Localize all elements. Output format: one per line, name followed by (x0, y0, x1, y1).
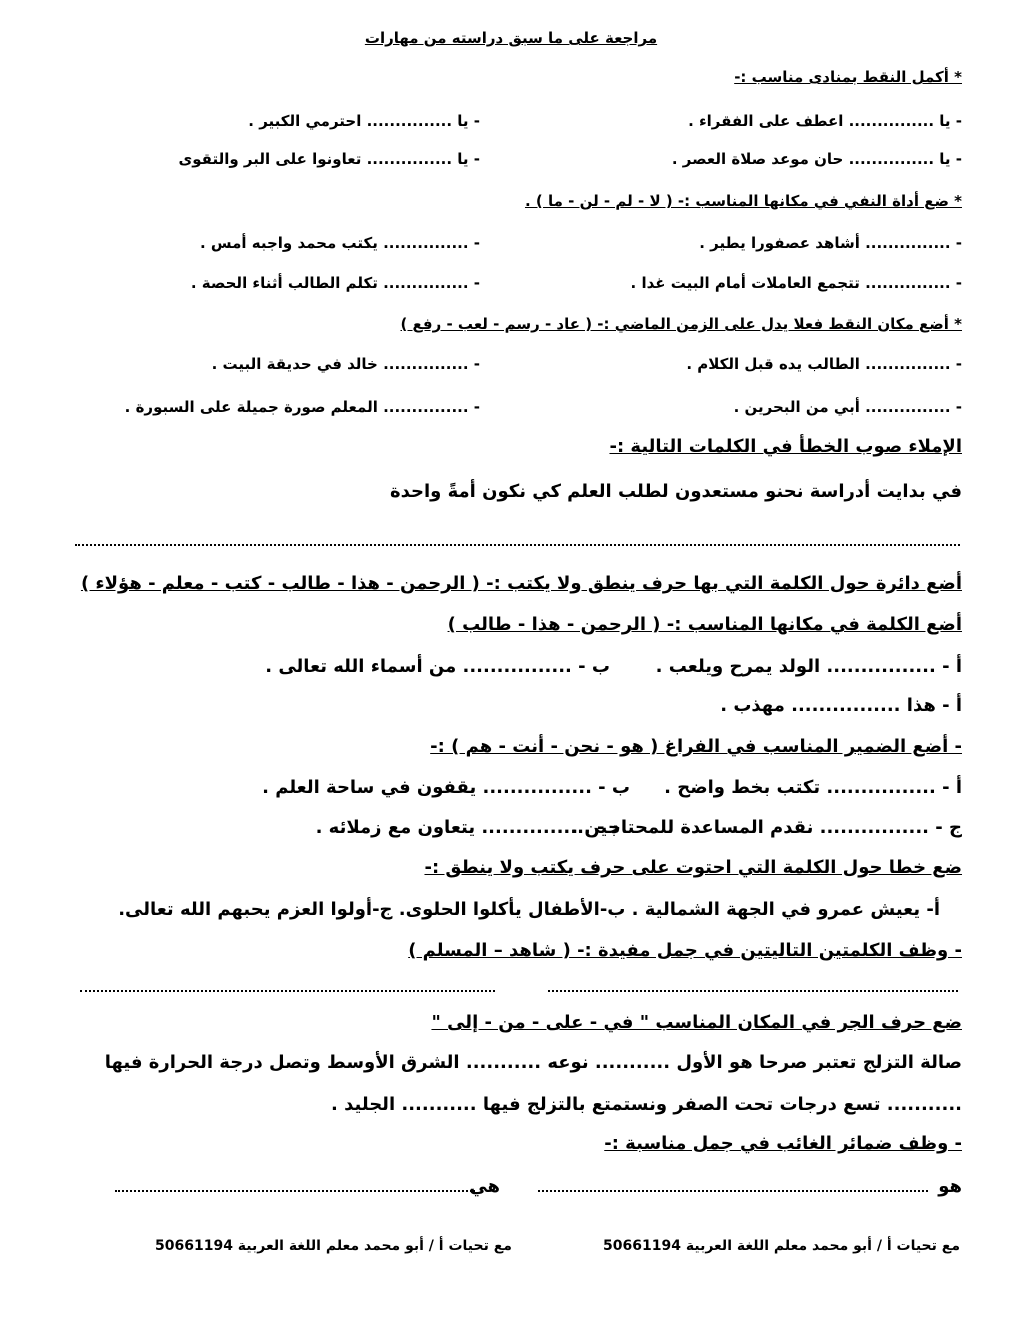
past-verb-row-2 (60, 396, 962, 418)
answer-line (115, 1190, 475, 1192)
fill-word-item-1: أ - ................ الولد يمرح ويلعب . (655, 656, 962, 677)
negation-item-2: - ............... يكتب محمد واجبه أمس . (199, 234, 480, 252)
pronoun-row-1 (60, 775, 962, 801)
underline-sentences: أ- يعيش عمرو في الجهة الشمالية . ب-الأطفال يأكلوا الحلوى. ج-أولوا العزم يحبهم الله تعالى. (118, 899, 940, 920)
vocative-row-1 (60, 110, 962, 132)
footer-credit-left: مع تحيات أ / أبو محمد معلم اللغة العربية 50661194 (155, 1238, 512, 1254)
negation-row-1 (60, 232, 962, 254)
preposition-paragraph-line-2: ........... تسع درجات تحت الصفر ونستمتع بالتزلج فيها ........... الجليد . (331, 1094, 962, 1115)
pronoun-word-she: هي (469, 1176, 500, 1197)
section-fill-word-heading: أضع الكلمة في مكانها المناسب :- ( الرحمن - هذا - طالب ) (447, 614, 962, 635)
past-verb-row-1 (60, 353, 962, 375)
section-preposition-heading: ضع حرف الجر في المكان المناسب " في - على - من - إلى " (431, 1012, 962, 1033)
past-verb-item-2: - ............... خالد في حديقة البيت . (211, 355, 480, 373)
vocative-item-2: - يا ............... احترمي الكبير . (248, 112, 480, 130)
page-title: مراجعة على ما سبق دراسته من مهارات (364, 29, 658, 47)
past-verb-item-3: - ............... أبي من البحرين . (733, 398, 962, 416)
answer-line (548, 990, 958, 992)
pronoun-word-he: هو (938, 1176, 962, 1197)
section-sentences-heading: - وظف الكلمتين التاليتين في جمل مفيدة :- ( شاهد – المسلم ) (408, 940, 962, 961)
vocative-item-3: - يا ............... حان موعد صلاة العصر . (671, 150, 962, 168)
section-underline-heading: ضع خطا حول الكلمة التي احتوت على حرف يكتب ولا ينطق :- (424, 857, 962, 878)
answer-line (80, 990, 495, 992)
section-past-verb-heading: * أضع مكان النقط فعلا يدل على الزمن الماضي :- ( عاد - رسم - لعب - رفع ) (400, 315, 962, 333)
section-vocative-heading: * أكمل النقط بمنادى مناسب :- (734, 68, 962, 86)
answer-line (538, 1190, 928, 1192)
section-spelling-heading: الإملاء صوب الخطأ في الكلمات التالية :- (609, 436, 962, 457)
past-verb-item-4: - ............... المعلم صورة جميلة على السبورة . (124, 398, 480, 416)
fill-word-item-3: أ - هذا ................ مهذب . (720, 695, 962, 716)
pronoun-item-2: ب - ................ يقفون في ساحة العلم . (262, 777, 630, 798)
pronoun-item-1: أ - ................ تكتب بخط واضح . (664, 777, 962, 798)
section-negation-heading: * ضع أداة النفي في مكانها المناسب :- ( لا - لم - لن - ما ) . (524, 192, 962, 210)
pronoun-item-3: ج - ................ نقدم المساعدة للمحتاجين . (571, 817, 962, 838)
pronoun-answer-row (60, 1174, 962, 1200)
fill-word-item-2: ب - ................ من أسماء الله تعالى . (265, 656, 610, 677)
negation-item-3: - ............... تتجمع العاملات أمام البيت غدا . (630, 274, 962, 292)
preposition-paragraph-line-1: صالة التزلج تعتبر صرحا هو الأول ........... نوعه ........... الشرق الأوسط وتصل درجة الحرارة فيها (104, 1052, 962, 1073)
footer-credit-right: مع تحيات أ / أبو محمد معلم اللغة العربية 50661194 (603, 1238, 960, 1254)
vocative-item-4: - يا ............... تعاونوا على البر والتقوى (178, 150, 480, 168)
negation-item-1: - ............... أشاهد عصفورا يطير . (699, 234, 962, 252)
section-pronoun-heading: - أضع الضمير المناسب في الفراغ ( هو - نحن - أنت - هم ) :- (430, 736, 962, 757)
negation-item-4: - ............... تكلم الطالب أثناء الحصة . (190, 274, 480, 292)
section-circle-heading: أضع دائرة حول الكلمة التي بها حرف ينطق ولا يكتب :- ( الرحمن - هذا - طالب - كتب - معلم - هؤلاء ) (80, 573, 962, 594)
section-pronouns-sentences-heading: - وظف ضمائر الغائب في جمل مناسبة :- (604, 1133, 962, 1154)
spelling-sentence: في بدايت أدراسة نحنو مستعدون لطلب العلم كي نكون أمةً واحدة (389, 481, 962, 502)
answer-line (75, 544, 960, 546)
vocative-item-1: - يا ............... اعطف على الفقراء . (688, 112, 962, 130)
pronoun-row-2 (60, 815, 962, 841)
vocative-row-2 (60, 148, 962, 170)
past-verb-item-1: - ............... الطالب يده قبل الكلام . (686, 355, 962, 373)
negation-row-2 (60, 272, 962, 294)
pronoun-item-4: د - ................ يتعاون مع زملائه . (315, 817, 620, 838)
fill-word-row-1 (60, 654, 962, 680)
